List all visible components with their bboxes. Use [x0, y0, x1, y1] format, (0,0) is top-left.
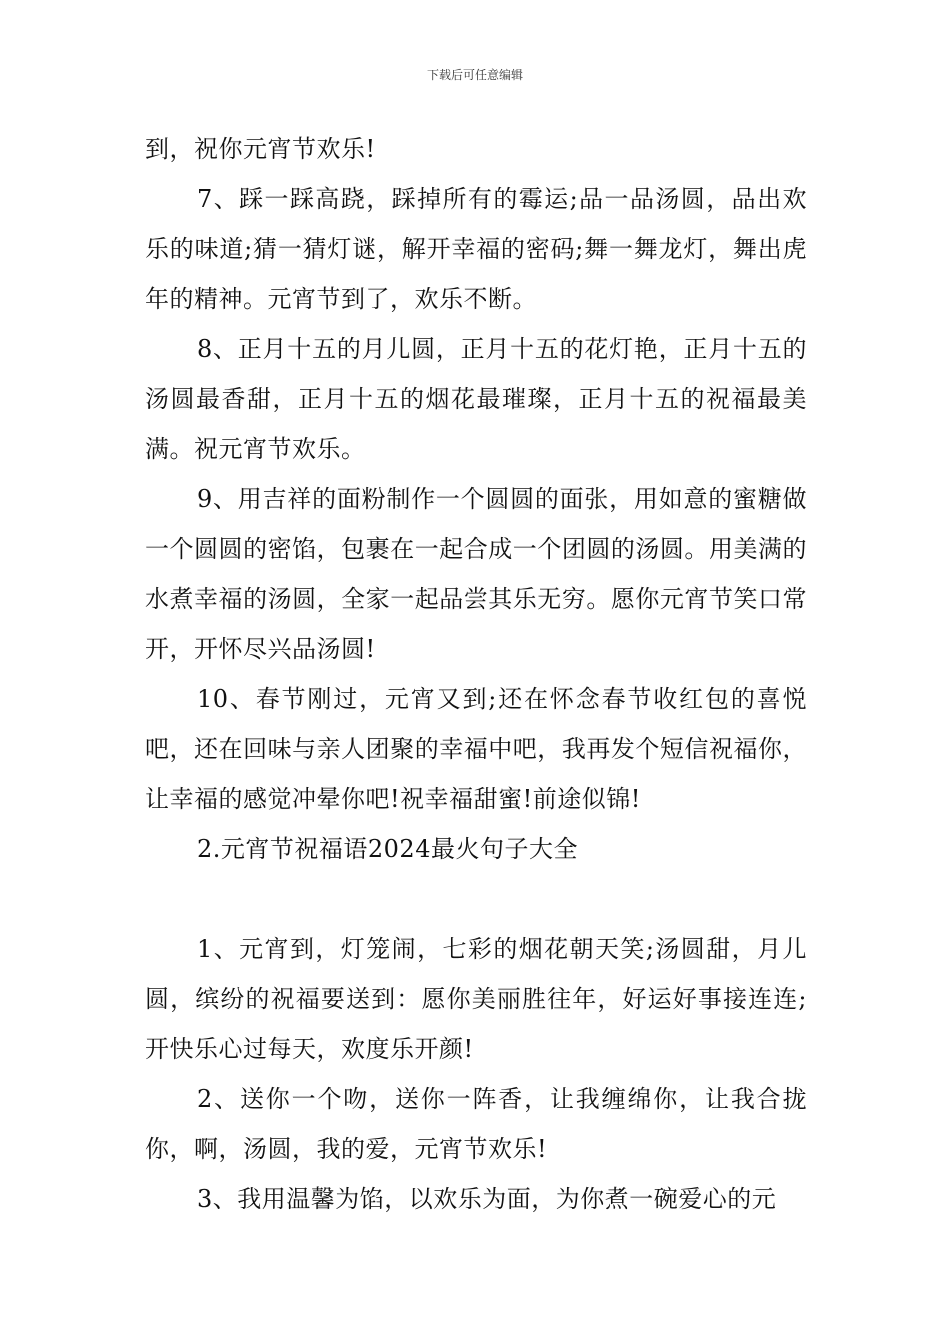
section-paragraph-3: 3、我用温馨为馅，以欢乐为面，为你煮一碗爱心的元	[197, 1185, 777, 1213]
document-body	[145, 124, 807, 1224]
paragraph-item-8: 8、正月十五的月儿圆，正月十五的花灯艳，正月十五的汤圆最香甜，正月十五的烟花最璀璨，正月十五的祝福最美满。祝元宵节欢乐。	[145, 335, 807, 463]
paragraph-item-7: 7、踩一踩高跷，踩掉所有的霉运;品一品汤圆，品出欢乐的味道;猜一猜灯谜，解开幸福的密码;舞一舞龙灯，舞出虎年的精神。元宵节到了，欢乐不断。	[145, 185, 807, 313]
section-paragraph-1: 1、元宵到，灯笼闹，七彩的烟花朝天笑;汤圆甜，月儿圆，缤纷的祝福要送到：愿你美丽胜往年，好运好事接连连;开快乐心过每天，欢度乐开颜!	[145, 935, 807, 1063]
section-heading: 2.元宵节祝福语2024最火句子大全	[197, 835, 578, 863]
section-paragraph-2: 2、送你一个吻，送你一阵香，让我缠绵你，让我合拢你，啊，汤圆，我的爱，元宵节欢乐!	[145, 1085, 807, 1163]
paragraph-item-10: 10、春节刚过，元宵又到;还在怀念春节收红包的喜悦吧，还在回味与亲人团聚的幸福中吧，我再发个短信祝福你，让幸福的感觉冲晕你吧!祝幸福甜蜜!前途似锦!	[145, 685, 807, 813]
blank-line	[145, 874, 807, 924]
header-note: 下载后可任意编辑	[426, 68, 523, 82]
paragraph-continuation: 到，祝你元宵节欢乐!	[145, 135, 376, 163]
paragraph-item-9: 9、用吉祥的面粉制作一个圆圆的面张，用如意的蜜糖做一个圆圆的密馅，包裹在一起合成一个团圆的汤圆。用美满的水煮幸福的汤圆，全家一起品尝其乐无穷。愿你元宵节笑口常开，开怀尽兴品汤圆!	[145, 485, 807, 663]
